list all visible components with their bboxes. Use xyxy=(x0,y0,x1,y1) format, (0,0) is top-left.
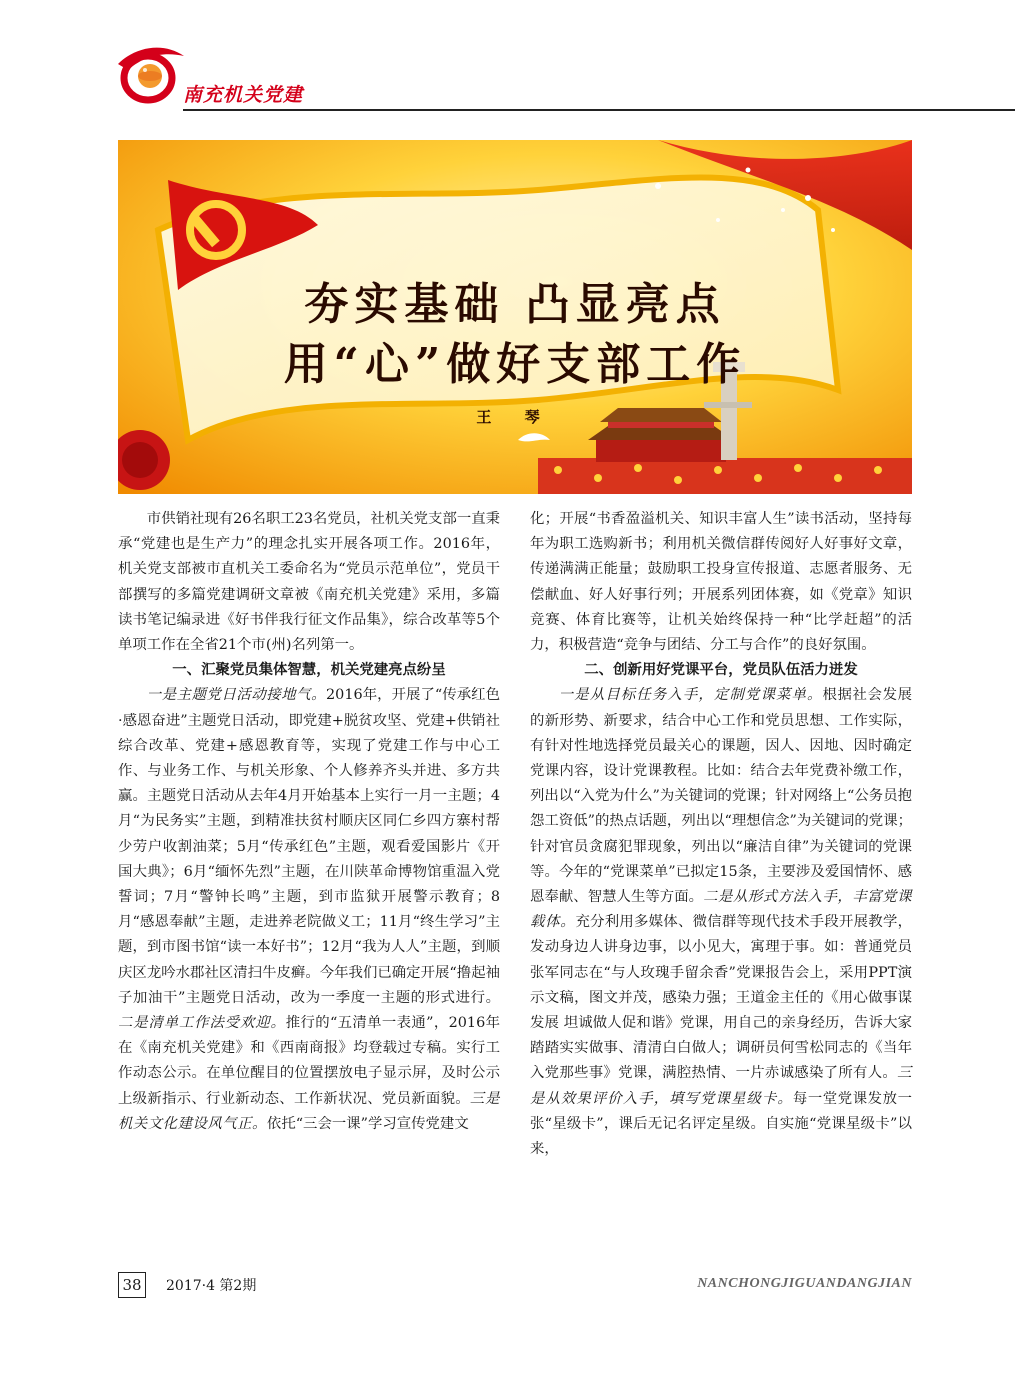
page-number: 38 xyxy=(118,1272,146,1298)
paragraph-continued: 化；开展“书香盈溢机关、知识丰富人生”读书活动，坚持每年为职工选购新书；利用机关微信群传阅好人好事好文章，传递满满正能量；鼓励职工投身宣传报道、志愿者服务、无偿献血、好人好事行列；开展系列团体赛，如《党章》知识竞赛、体育比赛等，让机关始终保持一种“比学赶超”的活力，积极营造“竞争与团结、分工与合作”的良好氛围。 xyxy=(530,511,912,654)
issue-info: 2017·4 第2期 xyxy=(166,1278,257,1294)
page-header xyxy=(0,0,1015,125)
article-title-line-1: 夯实基础 凸显亮点 xyxy=(304,279,726,330)
article-banner xyxy=(118,140,912,494)
emphasis-lead: 二是清单工作法受欢迎。 xyxy=(118,1015,286,1032)
article-title-line-2: 用“心”做好支部工作 xyxy=(283,339,747,390)
emphasis-lead: 三是机关文化建设风气正。 xyxy=(118,1090,500,1132)
magazine-name: 南充机关党建 xyxy=(183,84,304,106)
right-column xyxy=(530,507,912,1162)
section-heading-2: 二、创新用好党课平台，党员队伍活力迸发 xyxy=(584,662,858,679)
paragraph-section2: 一是从目标任务入手，定制党课菜单。根据社会发展的新形势、新要求，结合中心工作和党员思想、工作实际，有针对性地选择党员最关心的课题，因人、因地、因时确定党课内容，设计党课教程。比如：结合去年党费补缴工作，列出以“入党为什么”为关键词的党课；针对网络上“公务员抱怨工资低”的热点话题，列出以“理想信念”为关键词的党课；针对官员贪腐犯罪现象，列出以“廉洁自律”为关键词的党课等。今年的“党课菜单”已拟定15条，主要涉及爱国情怀、感恩奉献、智慧人生等方面。二是从形式方法入手，丰富党课载体。充分利用多媒体、微信群等现代技术手段开展教学，发动身边人讲身边事，以小见大，寓理于事。如：普通党员张军同志在“与人玫瑰手留余香”党课报告会上，采用PPT演示文稿，图文并茂，感染力强；王道金主任的《用心做事谋发展 坦诚做人促和谐》党课，用自己的亲身经历，告诉大家踏踏实实做事、清清白白做人；调研员何雪松同志的《当年入党那些事》党课，满腔热情、一片赤诚感染了所有人。三是从效果评价入手，填写党课星级卡。每一堂党课发放一张“星级卡”，课后无记名评定星级。自实施“党课星级卡”以来， xyxy=(530,687,912,1158)
magazine-logo-icon xyxy=(112,38,187,113)
emphasis-lead: 一是从目标任务入手，定制党课菜单。 xyxy=(558,687,823,704)
emphasis-lead: 二是从形式方法入手，丰富党课载体。 xyxy=(530,889,912,931)
page-footer xyxy=(118,1272,912,1300)
magazine-pinyin-name: NANCHONGJIGUANDANGJIAN xyxy=(697,1276,912,1291)
emphasis-lead: 三是从效果评价入手，填写党课星级卡。 xyxy=(530,1065,912,1107)
paragraph-section1: 一是主题党日活动接地气。2016年，开展了“传承红色·感恩奋进”主题党日活动，即党建+脱贫攻坚、党建+供销社综合改革、党建+感恩教育等，实现了党建工作与中心工作、与业务工作、与机关形象、个人修养齐头并进、多方共赢。主题党日活动从去年4月开始基本上实行一月一主题；4月“为民务实”主题，到精准扶贫村顺庆区同仁乡四方寨村帮少劳户收割油菜；5月“传承红色”主题，观看爱国影片《开国大典》；6月“缅怀先烈”主题，在川陕革命博物馆重温入党誓词；7月“警钟长鸣”主题，到市监狱开展警示教育；8月“感恩奉献”主题，走进养老院做义工；11月“终生学习”主题，到市图书馆“读一本好书”；12月“我为人人”主题，到顺庆区龙吟水郡社区清扫牛皮癣。今年我们已确定开展“撸起袖子加油干”主题党日活动，改为一季度一主题的形式进行。二是清单工作法受欢迎。推行的“五清单一表通”，2016年在《南充机关党建》和《西南商报》均登载过专稿。实行工作动态公示。在单位醒目的位置摆放电子显示屏，及时公示上级新指示、行业新动态、工作新状况、党员新面貌。三是机关文化建设风气正。依托“三会一课”学习宣传党建文 xyxy=(118,687,500,1132)
paragraph-intro: 市供销社现有26名职工23名党员，社机关党支部一直秉承“党建也是生产力”的理念扎实开展各项工作。2016年，机关党支部被市直机关工委命名为“党员示范单位”，党员干部撰写的多篇党建调研文章被《南充机关党建》采用，多篇读书笔记编录进《好书伴我行征文作品集》，综合改革等5个单项工作在全省21个市(州)名列第一。 xyxy=(118,511,501,654)
article-author: 王 琴 xyxy=(476,408,554,426)
header-rule xyxy=(183,109,1015,111)
emphasis-lead: 一是主题党日活动接地气。 xyxy=(146,687,327,704)
left-column xyxy=(118,507,500,1137)
section-heading-1: 一、汇聚党员集体智慧，机关党建亮点纷呈 xyxy=(172,662,446,679)
